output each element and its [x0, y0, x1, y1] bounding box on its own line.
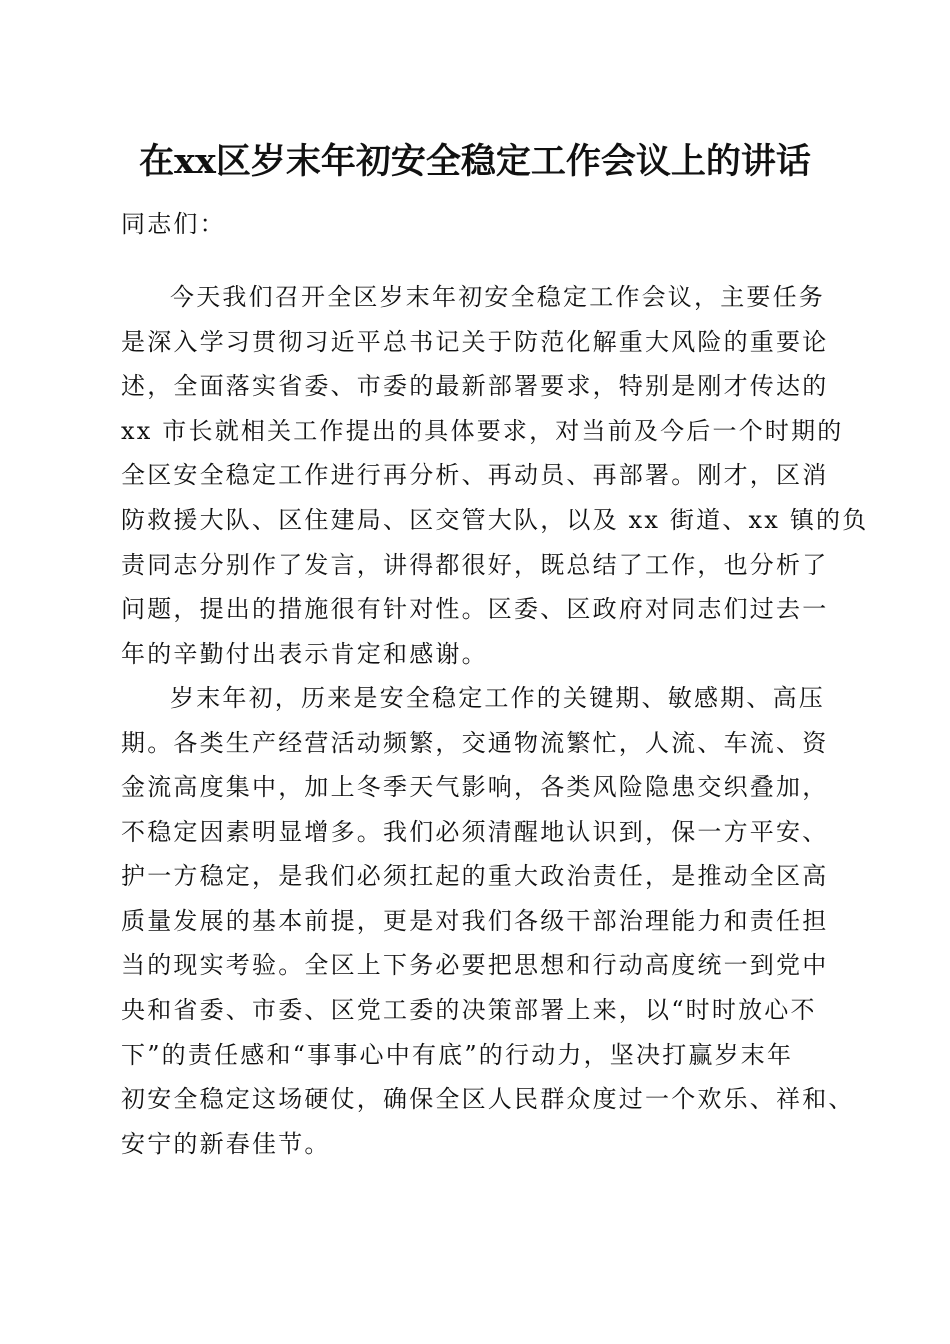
- text-line: 护一方稳定，是我们必须扛起的重大政治责任，是推动全区高: [121, 862, 829, 890]
- text-line: 期。各类生产经营活动频繁，交通物流繁忙，人流、车流、资: [121, 729, 829, 757]
- text-line: 初安全稳定这场硬仗，确保全区人民群众度过一个欢乐、祥和、: [121, 1085, 855, 1113]
- text-line: 岁末年初，历来是安全稳定工作的关键期、敏感期、高压: [170, 684, 825, 712]
- text-line: 年的辛勤付出表示肯定和感谢。: [121, 640, 488, 668]
- text-line: 质量发展的基本前提，更是对我们各级干部治理能力和责任担: [121, 907, 829, 935]
- text-line: 全区安全稳定工作进行再分析、再动员、再部署。刚才，区消: [121, 461, 829, 489]
- text-line: 责同志分别作了发言，讲得都很好，既总结了工作，也分析了: [121, 551, 829, 579]
- salutation: 同志们：: [121, 210, 226, 238]
- text-line: 下”的责任感和“事事心中有底”的行动力，坚决打赢岁末年: [121, 1041, 794, 1069]
- text-line: 央和省委、市委、区党工委的决策部署上来，以“时时放心不: [121, 996, 817, 1024]
- text-line: 金流高度集中，加上冬季天气影响，各类风险隐患交织叠加，: [121, 773, 829, 801]
- text-line: xx 市长就相关工作提出的具体要求，对当前及今后一个时期的: [121, 417, 844, 445]
- text-line: 不稳定因素明显增多。我们必须清醒地认识到，保一方平安、: [121, 818, 829, 846]
- text-line: 述，全面落实省委、市委的最新部署要求，特别是刚才传达的: [121, 372, 829, 400]
- text-line: 安宁的新春佳节。: [121, 1130, 331, 1158]
- document-title: 在xx区岁末年初安全稳定工作会议上的讲话: [139, 141, 811, 182]
- text-line: 问题，提出的措施很有针对性。区委、区政府对同志们过去一: [121, 595, 829, 623]
- text-line: 防救援大队、区住建局、区交管大队，以及 xx 街道、xx 镇的负: [121, 506, 869, 534]
- text-line: 今天我们召开全区岁末年初安全稳定工作会议，主要任务: [170, 283, 825, 311]
- text-line: 是深入学习贯彻习近平总书记关于防范化解重大风险的重要论: [121, 328, 829, 356]
- text-line: 当的现实考验。全区上下务必要把思想和行动高度统一到党中: [121, 951, 829, 979]
